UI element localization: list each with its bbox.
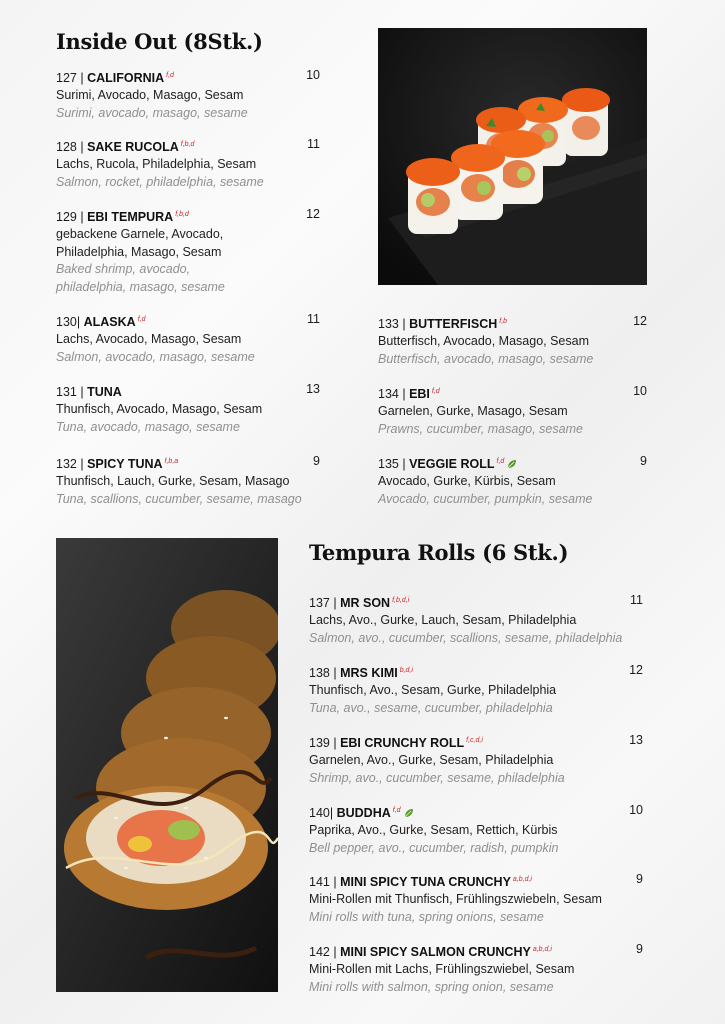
- item-price: 12: [306, 207, 320, 221]
- item-price: 11: [630, 593, 643, 607]
- menu-item-133: [378, 313, 647, 368]
- item-name: BUTTERFISCH: [409, 317, 498, 332]
- item-price: 9: [313, 454, 320, 468]
- item-description-en: Prawns, cucumber, masago, sesame: [378, 421, 583, 436]
- item-price: 10: [306, 68, 320, 82]
- allergen-codes: a,b,d,i: [532, 946, 552, 953]
- menu-item-137: [309, 592, 643, 647]
- item-number: 130|: [56, 315, 81, 330]
- item-description-en: Butterfisch, avocado, masago, sesame: [378, 351, 594, 366]
- tempura-rolls-photo: [56, 538, 278, 992]
- menu-item-130: [56, 311, 320, 366]
- item-name: SPICY TUNA: [87, 457, 163, 472]
- allergen-codes: f,b,a: [164, 458, 179, 465]
- allergen-codes: f,d: [431, 388, 440, 395]
- item-description-de: Mini-Rollen mit Thunfisch, Frühlingszwiebeln, Sesam: [309, 892, 602, 907]
- item-price: 12: [629, 663, 643, 677]
- menu-item-141: [309, 871, 643, 926]
- allergen-codes: f,b: [499, 318, 508, 325]
- item-price: 11: [307, 312, 320, 326]
- item-number: 134 |: [378, 387, 406, 402]
- item-description-de: Lachs, Avo., Gurke, Lauch, Sesam, Philadelphia: [309, 613, 577, 628]
- item-description-de: Thunfisch, Lauch, Gurke, Sesam, Masago: [56, 474, 290, 489]
- item-name: EBI CRUNCHY ROLL: [340, 736, 465, 751]
- allergen-codes: f,d: [166, 72, 174, 79]
- item-price: 9: [636, 872, 643, 886]
- allergen-codes: a,b,d,i: [512, 876, 532, 883]
- item-number: 128 |: [56, 140, 84, 155]
- item-name: SAKE RUCOLA: [87, 140, 179, 155]
- item-description-de: Avocado, Gurke, Kürbis, Sesam: [378, 474, 556, 489]
- item-description-en: Tuna, avo., sesame, cucumber, philadelphia: [309, 700, 553, 715]
- item-description-de: Surimi, Avocado, Masago, Sesam: [56, 88, 244, 103]
- item-description-de: Butterfisch, Avocado, Masago, Sesam: [378, 334, 589, 349]
- allergen-codes: f,c,d,i: [466, 737, 483, 744]
- allergen-codes: f,b,d: [175, 211, 189, 218]
- item-description-en: Mini rolls with tuna, spring onions, sesame: [309, 909, 544, 924]
- item-description-en: Shrimp, avo., cucumber, sesame, philadelphia: [309, 770, 565, 785]
- menu-item-134: [378, 383, 647, 438]
- leaf-icon: [507, 459, 517, 469]
- item-description-en: Avocado, cucumber, pumpkin, sesame: [378, 491, 593, 506]
- item-price: 13: [306, 382, 320, 396]
- item-number: 138 |: [309, 666, 337, 681]
- item-description-en: Surimi, avocado, masago, sesame: [56, 105, 248, 120]
- item-name: MR SON: [340, 596, 391, 611]
- item-number: 137 |: [309, 596, 337, 611]
- item-description-en: Mini rolls with salmon, spring onion, sesame: [309, 979, 554, 994]
- item-number: 129 |: [56, 210, 84, 225]
- item-description-en: Salmon, avo., cucumber, scallions, sesame, philadelphia: [309, 630, 623, 645]
- item-price: 11: [307, 137, 320, 151]
- item-name: MINI SPICY TUNA CRUNCHY: [340, 875, 511, 890]
- item-price: 9: [640, 454, 647, 468]
- item-name: ALASKA: [83, 315, 136, 330]
- allergen-codes: f,d: [137, 316, 146, 323]
- item-price: 9: [636, 942, 643, 956]
- item-description-de: Thunfisch, Avocado, Masago, Sesam: [56, 402, 263, 417]
- item-number: 135 |: [378, 457, 406, 472]
- item-description-en: Baked shrimp, avocado, philadelphia, masago, sesame: [56, 262, 225, 294]
- item-description-de: gebackene Garnele, Avocado, Philadelphia, Masago, Sesam: [56, 227, 224, 259]
- item-number: 142 |: [309, 945, 337, 960]
- item-name: BUDDHA: [336, 806, 391, 821]
- item-description-de: Garnelen, Avo., Gurke, Sesam, Philadelphia: [309, 753, 554, 768]
- allergen-codes: f,d: [496, 458, 505, 465]
- menu-item-132: [56, 453, 320, 508]
- item-name: CALIFORNIA: [87, 71, 165, 86]
- item-price: 10: [629, 803, 643, 817]
- allergen-codes: f,b,d: [180, 141, 195, 148]
- sushi-rolls-illustration: [378, 28, 647, 285]
- leaf-icon: [404, 808, 414, 818]
- item-description-en: Tuna, scallions, cucumber, sesame, masago: [56, 491, 302, 506]
- item-name: TUNA: [87, 385, 122, 400]
- item-description-de: Lachs, Rucola, Philadelphia, Sesam: [56, 157, 257, 172]
- item-description-de: Garnelen, Gurke, Masago, Sesam: [378, 404, 568, 419]
- menu-item-127: [56, 67, 320, 122]
- item-description-de: Mini-Rollen mit Lachs, Frühlingszwiebel, Sesam: [309, 962, 575, 977]
- item-price: 10: [633, 384, 647, 398]
- allergen-codes: b,d,i: [399, 667, 413, 674]
- item-description-en: Salmon, avocado, masago, sesame: [56, 349, 255, 364]
- item-number: 141 |: [309, 875, 337, 890]
- section-title-inside-out: Inside Out (8Stk.): [56, 29, 263, 54]
- item-number: 127 |: [56, 71, 84, 86]
- item-description-de: Thunfisch, Avo., Sesam, Gurke, Philadelphia: [309, 683, 557, 698]
- item-name: VEGGIE ROLL: [409, 457, 495, 472]
- item-number: 139 |: [309, 736, 337, 751]
- item-number: 132 |: [56, 457, 84, 472]
- item-name: EBI TEMPURA: [87, 210, 174, 225]
- section-title-tempura-rolls: Tempura Rolls (6 Stk.): [309, 540, 569, 565]
- item-number: 133 |: [378, 317, 406, 332]
- item-description-de: Lachs, Avocado, Masago, Sesam: [56, 332, 242, 347]
- menu-item-138: [309, 662, 643, 717]
- menu-item-129: [56, 206, 320, 296]
- item-number: 131 |: [56, 385, 84, 400]
- menu-item-142: [309, 941, 643, 996]
- menu-item-140: [309, 802, 643, 857]
- allergen-codes: f,b,d,i: [392, 597, 410, 604]
- menu-item-131: [56, 381, 320, 436]
- menu-item-139: [309, 732, 643, 787]
- item-name: MRS KIMI: [340, 666, 398, 681]
- menu-item-135: [378, 453, 647, 508]
- item-number: 140|: [309, 806, 334, 821]
- menu-item-128: [56, 136, 320, 191]
- item-name: EBI: [409, 387, 430, 402]
- tempura-rolls-illustration: [56, 538, 278, 992]
- item-price: 13: [629, 733, 643, 747]
- item-description-en: Tuna, avocado, masago, sesame: [56, 419, 240, 434]
- item-name: MINI SPICY SALMON CRUNCHY: [340, 945, 531, 960]
- item-description-de: Paprika, Avo., Gurke, Sesam, Rettich, Kürbis: [309, 823, 558, 838]
- item-price: 12: [633, 314, 647, 328]
- item-description-en: Bell pepper, avo., cucumber, radish, pumpkin: [309, 840, 559, 855]
- allergen-codes: f,d: [392, 807, 401, 814]
- item-description-en: Salmon, rocket, philadelphia, sesame: [56, 174, 264, 189]
- inside-out-rolls-photo: [378, 28, 647, 285]
